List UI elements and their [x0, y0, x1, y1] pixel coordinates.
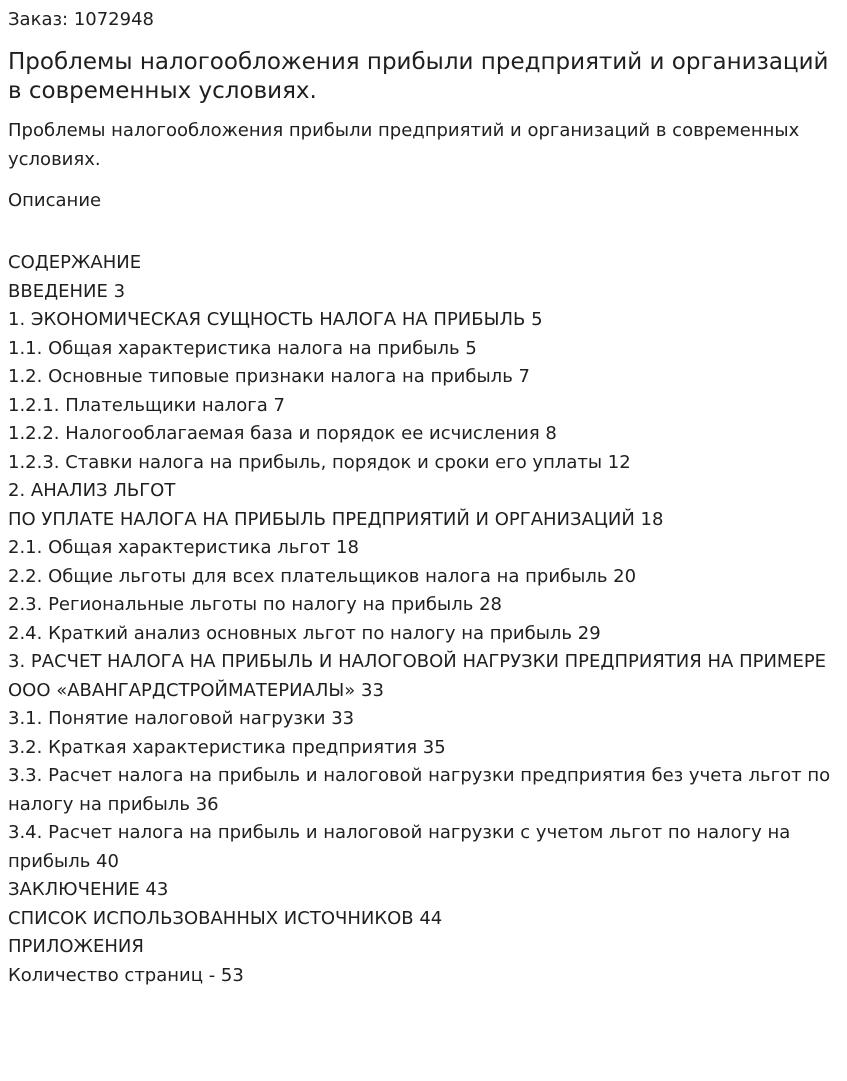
toc-item: 2.1. Общая характеристика льгот 18	[8, 537, 359, 558]
toc-item: 3.3. Расчет налога на прибыль и налоговой нагрузки предприятия без учета льгот по налогу на прибыль 36	[8, 765, 831, 815]
toc-heading: СОДЕРЖАНИЕ	[8, 252, 142, 273]
toc-item: ПРИЛОЖЕНИЯ	[8, 936, 144, 957]
order-number: Заказ: 1072948	[8, 9, 154, 30]
toc-item: 1.2.3. Ставки налога на прибыль, порядок и сроки его уплаты 12	[8, 451, 631, 473]
toc-item: 3.1. Понятие налоговой нагрузки 33	[8, 708, 355, 729]
toc-item: 2.2. Общие льготы для всех плательщиков налога на прибыль 20	[8, 565, 637, 587]
toc-item: 1.2. Основные типовые признаки налога на прибыль 7	[8, 366, 530, 387]
toc-item: 2.3. Региональные льготы по налогу на прибыль 28	[8, 594, 502, 615]
toc-item: 1.1. Общая характеристика налога на прибыль 5	[8, 337, 477, 359]
toc-item: 3.2. Краткая характеристика предприятия 35	[8, 736, 446, 758]
toc-item: СПИСОК ИСПОЛЬЗОВАННЫХ ИСТОЧНИКОВ 44	[8, 907, 443, 929]
toc-item: 1. ЭКОНОМИЧЕСКАЯ СУЩНОСТЬ НАЛОГА НА ПРИБЫЛЬ 5	[8, 309, 543, 330]
page-count: Количество страниц - 53	[8, 964, 244, 986]
toc-item: 3. РАСЧЕТ НАЛОГА НА ПРИБЫЛЬ И НАЛОГОВОЙ НАГРУЗКИ ПРЕДПРИЯТИЯ НА ПРИМЕРЕ ООО «АВАНГАРДСТРОЙМАТЕРИАЛЫ» 33	[8, 651, 827, 701]
toc-item: 2.4. Краткий анализ основных льгот по налогу на прибыль 29	[8, 622, 601, 644]
toc-item: 1.2.2. Налогооблагаемая база и порядок ее исчисления 8	[8, 423, 557, 444]
toc-item: ВВЕДЕНИЕ 3	[8, 280, 126, 302]
document-title: Проблемы налогообложения прибыли предприятий и организаций в современных условиях.	[8, 49, 829, 104]
document-subtitle: Проблемы налогообложения прибыли предприятий и организаций в современных условиях.	[8, 120, 800, 170]
toc-item: 1.2.1. Плательщики налога 7	[8, 394, 285, 416]
toc-item: ЗАКЛЮЧЕНИЕ 43	[8, 879, 169, 900]
toc-item: 3.4. Расчет налога на прибыль и налоговой нагрузки с учетом льгот по налогу на прибыль 40	[8, 822, 791, 872]
table-of-contents	[8, 249, 839, 962]
toc-item: 2. АНАЛИЗ ЛЬГОТ	[8, 480, 176, 501]
description-label: Описание	[8, 190, 102, 211]
toc-item: ПО УПЛАТЕ НАЛОГА НА ПРИБЫЛЬ ПРЕДПРИЯТИЙ И ОРГАНИЗАЦИЙ 18	[8, 508, 664, 530]
